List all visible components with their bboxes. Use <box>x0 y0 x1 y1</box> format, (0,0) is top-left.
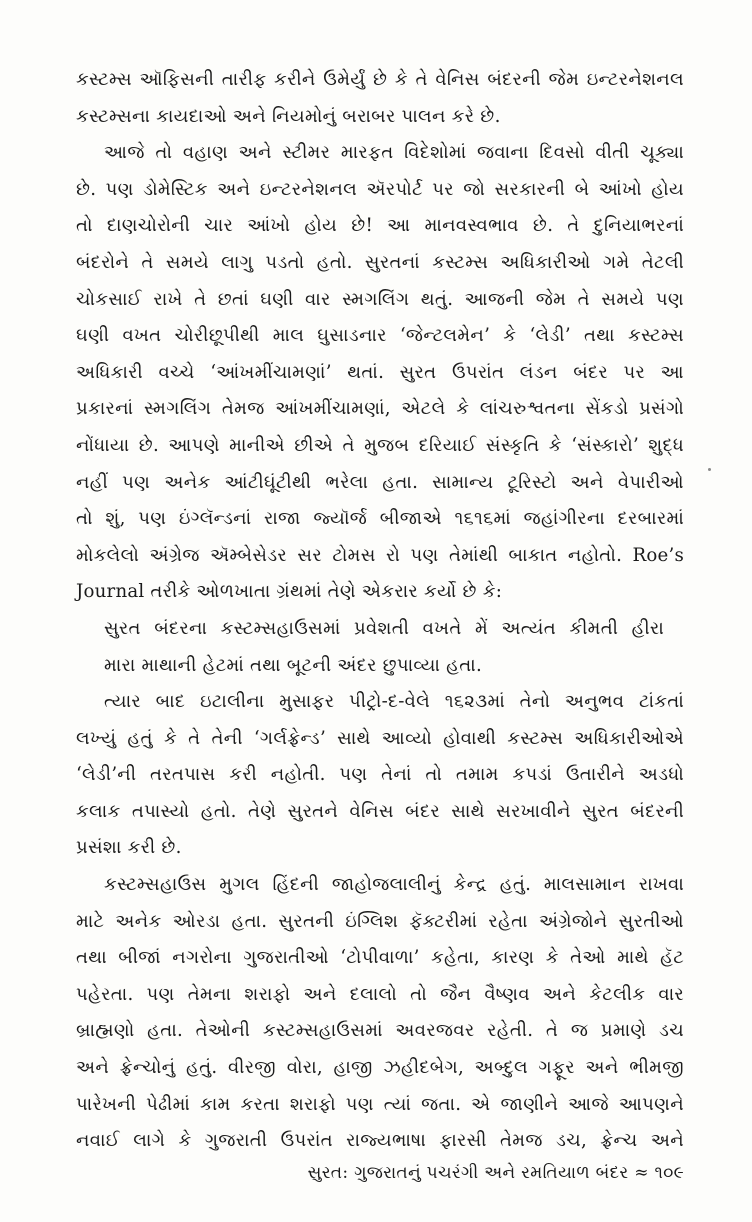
text-line: અધિકારી વચ્ચે ‘આંખમીંચામણાં’ થતાં. સુરત ઉપરાંત લંડન બંદર પર આ <box>76 361 684 383</box>
text-line: પહેરતા. પણ તેમના શરાફો અને દલાલો તો જૈન વૈષ્ણવ અને કેટલીક વાર <box>76 983 684 1005</box>
text-line: પ્રકારનાં સ્મગલિંગ તેમજ આંખમીંચામણાં, એટલે કે લાંચરુશ્વતના સેંકડો પ્રસંગો <box>76 398 684 420</box>
text-line: કસ્ટમ્સના કાયદાઓ અને નિયમોનું બરાબર પાલન કરે છે. <box>76 105 501 127</box>
text-line: નહીં પણ અનેક આંટીઘૂંટીથી ભરેલા હતા. સામાન્ય ટૂરિસ્ટો અને વેપારીઓ <box>76 471 684 493</box>
text-line: તો દાણચોરોની ચાર આંખો હોય છે! આ માનવસ્વભાવ છે. તે દુનિયાભરનાં <box>76 215 684 237</box>
text-line: બંદરોને તે સમયે લાગુ પડતો હતો. સુરતનાં કસ્ટમ્સ અધિકારીઓ ગમે તેટલી <box>76 251 684 273</box>
text-line: ચોકસાઈ રાખે તે છતાં ઘણી વાર સ્મગલિંગ થતું. આજની જેમ તે સમયે પણ <box>76 288 684 310</box>
text-line: તો શું, પણ ઇંગ્લૅન્ડનાં રાજા જ્યૉર્જ બીજાએ ૧૬૧૬માં જહાંગીરના દરબારમાં <box>76 508 684 530</box>
text-line: લખ્યું હતું કે તે તેની ‘ગર્લફ્રેન્ડ’ સાથે આવ્યો હોવાથી કસ્ટમ્સ અધિકારીઓએ <box>76 727 684 749</box>
paragraph-start-line: ત્યાર બાદ ઇટાલીના મુસાફર પીટ્રો-દ-વેલે ૧૬૨૩માં તેનો અનુભવ ટાંકતાં <box>104 691 684 713</box>
text-line: પારેખની પેઢીમાં કામ કરતા શરાફો પણ ત્યાં જતા. એ જાણીને આજે આપણને <box>76 1093 684 1115</box>
page-footer <box>258 1158 684 1188</box>
text-line: કસ્ટમ્સ ઑફિસની તારીફ કરીને ઉમેર્યું છે કે તે વેનિસ બંદરની જેમ ઇન્ટરનેશનલ <box>76 69 684 90</box>
footer-separator: ≈ <box>634 1163 649 1183</box>
text-line: મોકલેલો અંગ્રેજ ઍમ્બેસેડર સર ટોમસ રો પણ તેમાંથી બાકાત નહોતો. Roe’s <box>76 544 684 566</box>
running-title: સુરત: ગુજરાતનું પચરંગી અને રમતિયાળ બંદર <box>307 1163 629 1183</box>
text-line: કલાક તપાસ્યો હતો. તેણે સુરતને વેનિસ બંદર સાથે સરખાવીને સુરત બંદરની <box>76 800 684 822</box>
text-line: પ્રસંશા કરી છે. <box>76 837 182 859</box>
block-quote-line: મારા માથાની હેટમાં તથા બૂટની અંદર છુપાવ્યા હતા. <box>104 654 482 676</box>
block-quote-line: સુરત બંદરના કસ્ટમ્સહાઉસમાં પ્રવેશતી વખતે મેં અત્યંત કીમતી હીરા <box>104 617 664 639</box>
text-line: બ્રાહ્મણો હતા. તેઓની કસ્ટમ્સહાઉસમાં અવરજવર રહેતી. તે જ પ્રમાણે ડચ <box>76 1020 684 1042</box>
text-line: તથા બીજાં નગરોના ગુજરાતીઓ ‘ટોપીવાળા’ કહેતા, કારણ કે તેઓ માથે હૅટ <box>76 947 684 969</box>
paragraph-start-line: આજે તો વહાણ અને સ્ટીમર મારફત વિદેશોમાં જવાના દિવસો વીતી ચૂક્યા <box>104 142 684 164</box>
text-line: અને ફ્રેન્ચોનું હતું. વીરજી વોરા, હાજી ઝહીદબેગ, અબ્દુલ ગફૂર અને ભીમજી <box>76 1057 684 1079</box>
text-line: માટે અનેક ઓરડા હતા. સુરતની ઇંગ્લિશ ફૅક્ટરીમાં રહેતા અંગ્રેજોને સુરતીઓ <box>76 910 684 932</box>
text-line: છે. પણ ડોમેસ્ટિક અને ઇન્ટરનેશનલ ઍરપોર્ટ પર જો સરકારની બે આંખો હોય <box>76 178 684 200</box>
text-line: નોંધાયા છે. આપણે માનીએ છીએ તે મુજબ દરિયાઈ સંસ્કૃતિ કે ‘સંસ્કારો’ શુદ્ધ <box>76 434 684 456</box>
text-line: Journal તરીકે ઓળખાતા ગ્રંથમાં તેણે એકરાર કર્યો છે કે: <box>76 581 503 603</box>
text-line: ઘણી વખત ચોરીછૂપીથી માલ ઘુસાડનાર ‘જેન્ટલમેન’ કે ‘લેડી’ તથા કસ્ટમ્સ <box>76 325 684 347</box>
page-number: ૧૦૯ <box>654 1163 684 1183</box>
body-text <box>76 62 684 1160</box>
paper-speck <box>708 468 711 471</box>
text-line: ‘લેડી’ની તરતપાસ કરી નહોતી. પણ તેનાં તો તમામ કપડાં ઉતારીને અડધો <box>76 764 684 786</box>
text-line: નવાઈ લાગે કે ગુજરાતી ઉપરાંત રાજ્યભાષા ફારસી તેમજ ડચ, ફ્રેન્ચ અને <box>76 1130 684 1152</box>
paragraph-start-line: કસ્ટમ્સહાઉસ મુગલ હિંદની જાહોજલાલીનું કેન્દ્ર હતું. માલસામાન રાખવા <box>104 874 684 896</box>
